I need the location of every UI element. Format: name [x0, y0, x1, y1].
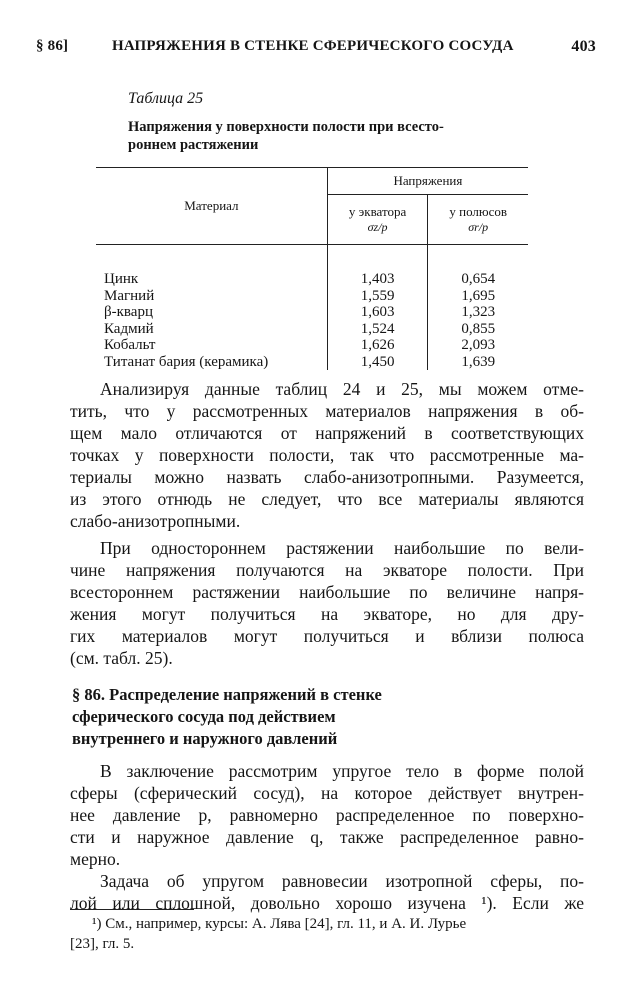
- text-line: щем мало отличаются от напряжений в соответствующих: [70, 423, 584, 443]
- page-number: 403: [571, 38, 596, 55]
- equator-column: [327, 245, 428, 371]
- material-cell: Кадмий: [104, 320, 154, 337]
- text-line: При одностороннем растяжении наибольшие по вели-: [100, 538, 584, 558]
- section-heading: [72, 684, 552, 750]
- text-line: сти и наружное давление q, также распределенное равно-: [70, 827, 584, 847]
- header-poles-symbol: σr/p: [468, 220, 489, 235]
- table-title-line: роннем растяжении: [128, 137, 259, 153]
- text-line: сферы (сферический сосуд), на которое действует внутрен-: [70, 783, 584, 803]
- section-heading-line: сферического сосуда под действием: [72, 707, 336, 726]
- text-line: Анализируя данные таблиц 24 и 25, мы можем отме-: [100, 379, 584, 399]
- material-column: [96, 245, 327, 371]
- header-poles-label: у полюсов: [449, 204, 508, 220]
- equator-cell: 1,403: [360, 271, 395, 287]
- footnote-line: ¹) См., например, курсы: А. Лява [24], гл. 11, и А. И. Лурье: [92, 916, 467, 932]
- text-line: нее давление p, равномерно распределенное по поверхно-: [70, 805, 584, 825]
- text-line: (см. табл. 25).: [70, 648, 173, 668]
- footnote-line: [23], гл. 5.: [70, 936, 135, 952]
- table-label: Таблица 25: [128, 90, 204, 107]
- material-cell: β-кварц: [104, 304, 153, 320]
- equator-cell: 1,450: [360, 353, 395, 370]
- equator-cell: 1,559: [360, 287, 395, 304]
- header-stresses: Напряжения: [327, 168, 528, 195]
- header-equator-symbol: σz/p: [367, 220, 388, 235]
- text-line: всестороннем растяжении наибольшие по величине напря-: [70, 582, 584, 602]
- footnote: [70, 914, 584, 954]
- text-line: лой или сплошной, довольно хорошо изучена ¹). Если же: [70, 893, 584, 913]
- header-equator: [327, 195, 428, 245]
- table-title: [128, 118, 548, 154]
- paragraph-intro: [70, 760, 584, 870]
- poles-cell: 1,695: [461, 287, 496, 304]
- text-line: тить, что у рассмотренных материалов напряжения в об-: [70, 401, 584, 421]
- equator-cell: 1,603: [360, 304, 395, 320]
- paragraph-problem: [70, 870, 584, 914]
- text-line: жения могут получиться на экваторе, но для дру-: [70, 604, 584, 624]
- running-title: НАПРЯЖЕНИЯ В СТЕНКЕ СФЕРИЧЕСКОГО СОСУДА: [112, 38, 514, 54]
- paragraph-tension: [70, 537, 584, 669]
- text-line: слабо-анизотропными.: [70, 511, 241, 531]
- section-heading-line: внутреннего и наружного давлений: [72, 729, 338, 748]
- text-line: гих материалов могут получиться и вблизи полюса: [70, 626, 584, 646]
- table-body: [96, 245, 528, 371]
- material-cell: Магний: [104, 287, 155, 304]
- poles-cell: 2,093: [461, 337, 496, 353]
- poles-cell: 1,323: [461, 304, 496, 320]
- paragraph-analysis: [70, 378, 584, 532]
- table-title-line: Напряжения у поверхности полости при всесто-: [128, 119, 444, 135]
- stress-table: [96, 167, 528, 370]
- text-line: териалы можно назвать слабо-анизотропными. Разумеется,: [70, 467, 584, 487]
- section-heading-line: § 86. Распределение напряжений в стенке: [72, 685, 382, 704]
- text-line: В заключение рассмотрим упругое тело в форме полой: [100, 761, 584, 781]
- material-cell: Кобальт: [104, 337, 156, 353]
- header-material: Материал: [96, 168, 327, 245]
- poles-cell: 0,855: [461, 320, 496, 337]
- text-line: мерно.: [70, 849, 121, 869]
- poles-cell: 0,654: [461, 271, 496, 287]
- text-line: чине напряжения получаются на экваторе полости. При: [70, 560, 584, 580]
- text-line: точках у поверхности полости, так что рассмотренные ма-: [70, 445, 584, 465]
- material-cell: Титанат бария (керамика): [104, 353, 269, 370]
- footnote-rule: [70, 909, 194, 910]
- running-head: [36, 38, 596, 60]
- equator-cell: 1,626: [360, 337, 395, 353]
- text-line: из этого отнюдь не следует, что все материалы являются: [70, 489, 584, 509]
- text-line: Задача об упругом равновесии изотропной сферы, по-: [100, 871, 584, 891]
- equator-cell: 1,524: [360, 320, 395, 337]
- material-cell: Цинк: [104, 271, 139, 287]
- header-equator-label: у экватора: [348, 204, 407, 220]
- poles-column: [428, 245, 528, 371]
- poles-cell: 1,639: [461, 353, 496, 370]
- header-poles: [428, 195, 528, 245]
- section-mark: § 86]: [36, 38, 69, 54]
